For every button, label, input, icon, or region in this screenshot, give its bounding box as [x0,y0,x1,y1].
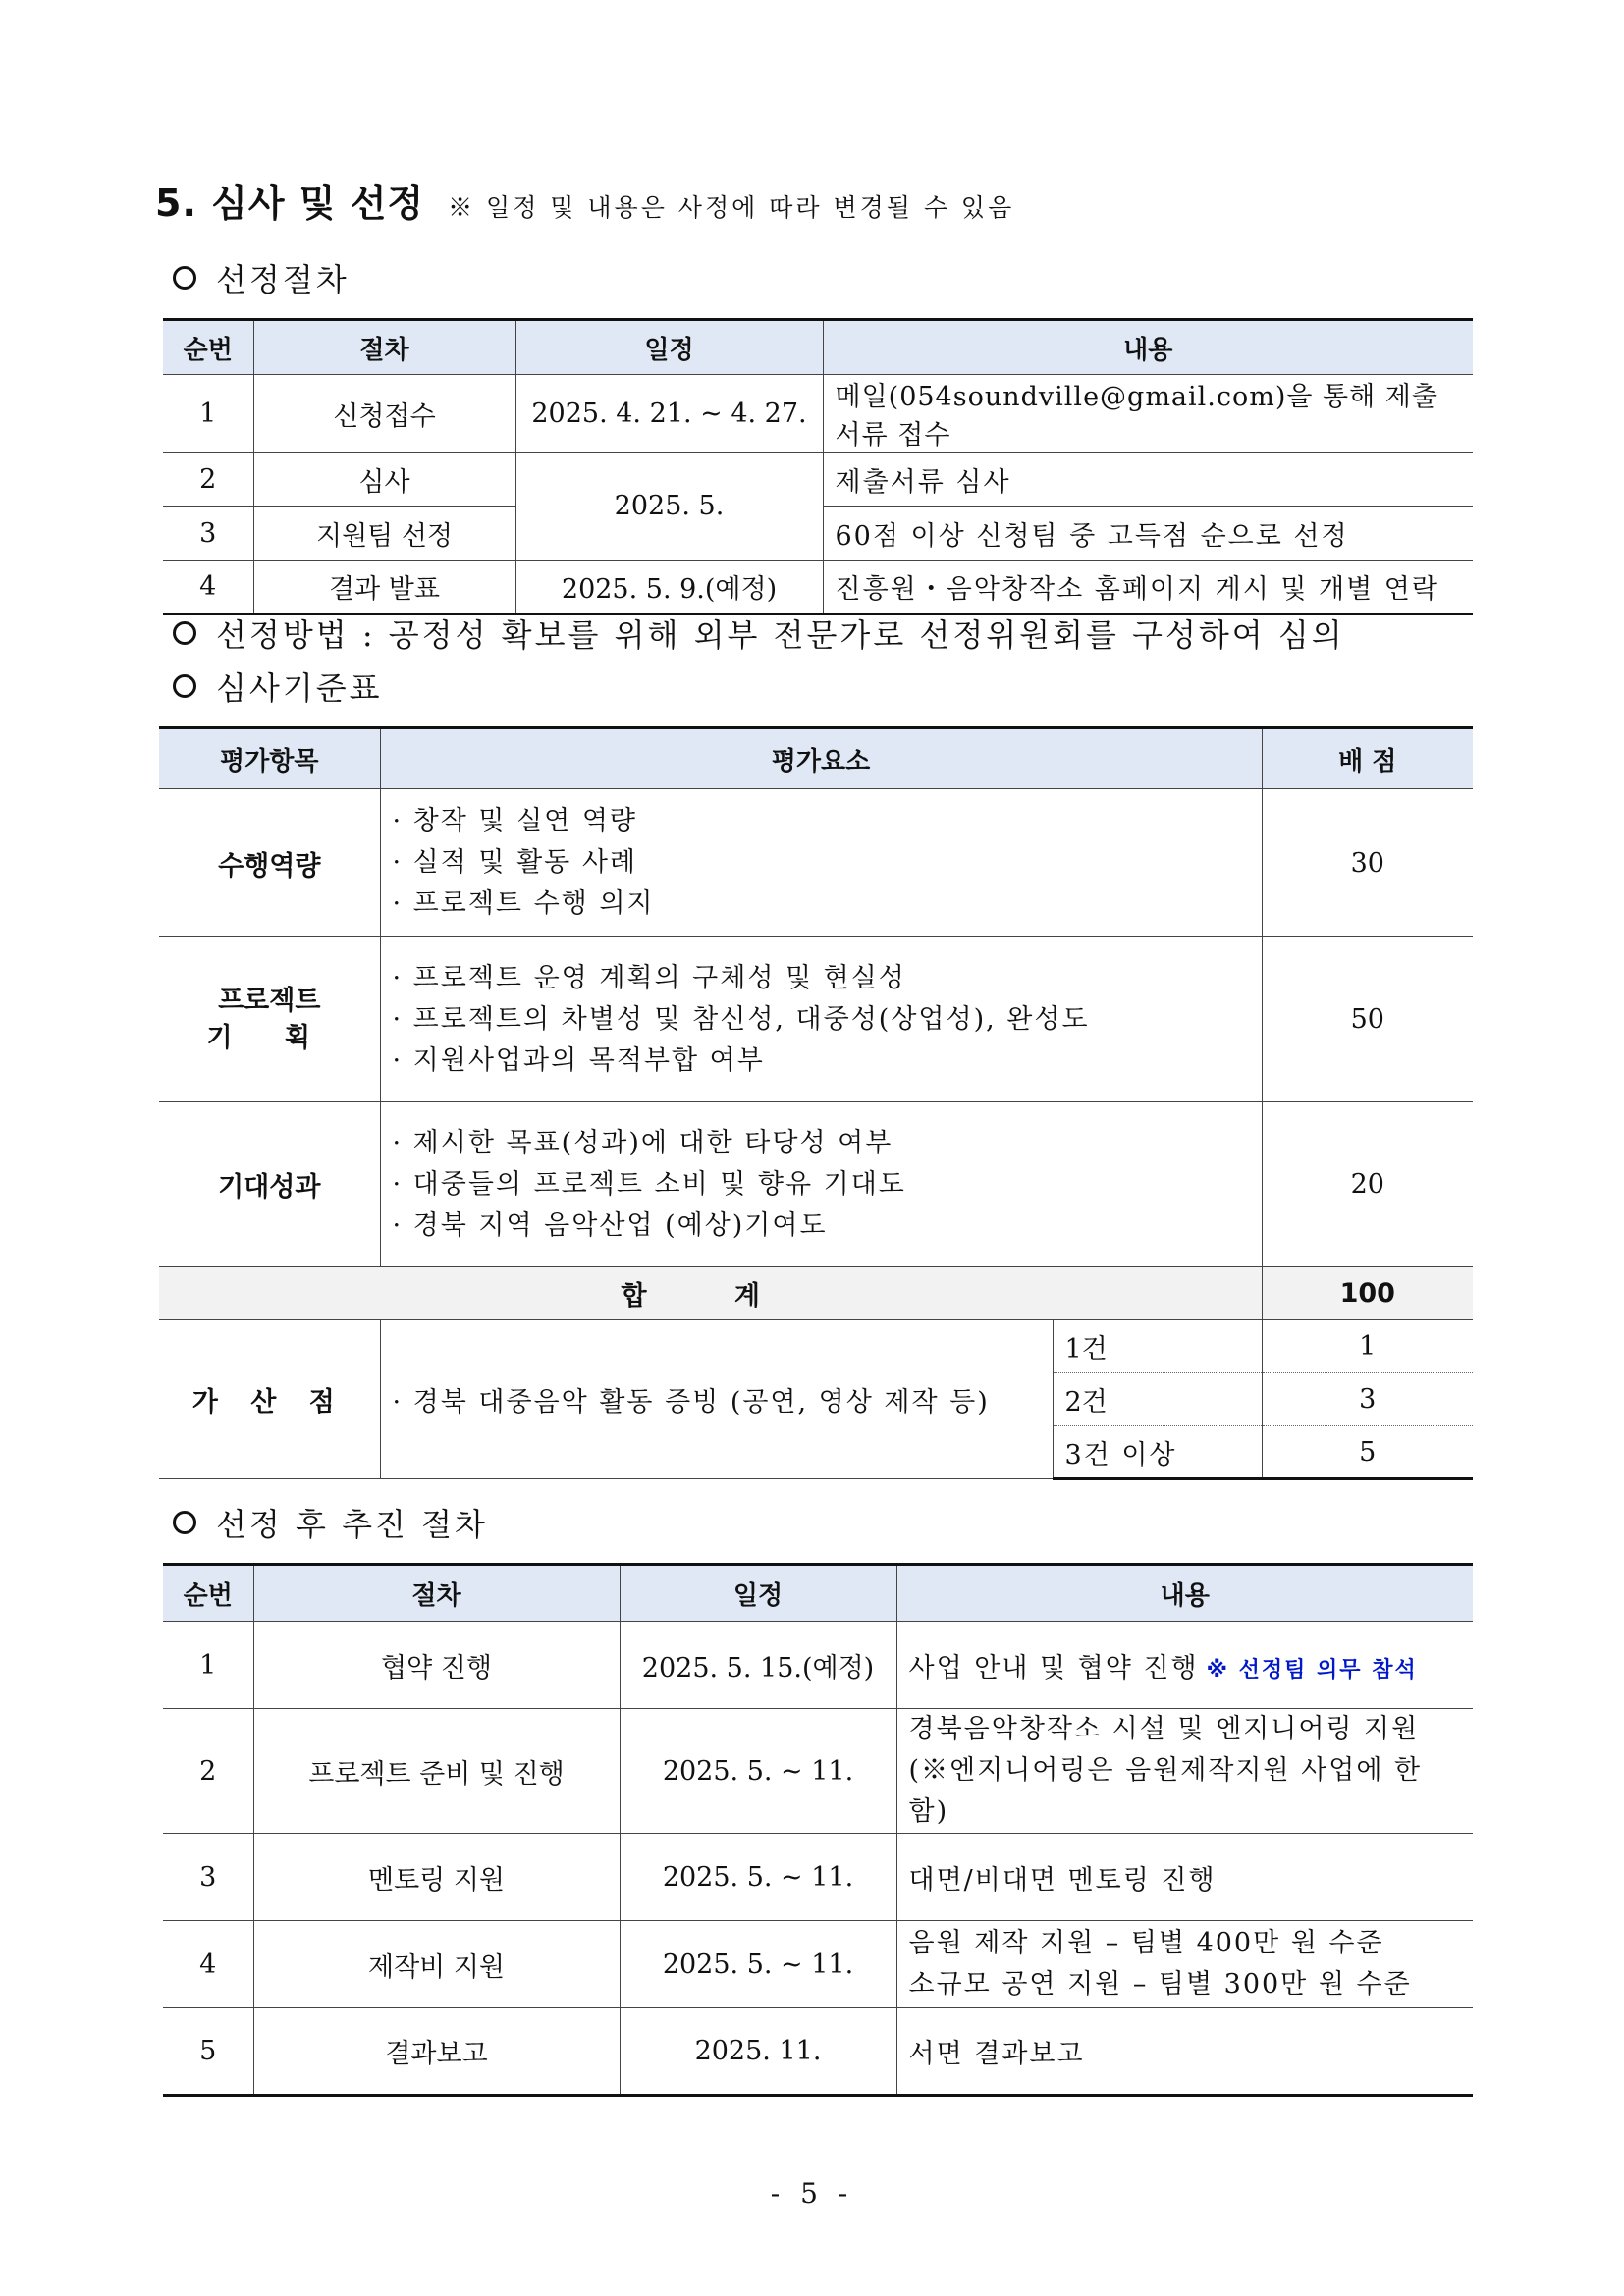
row-date: 2025. 5. ~ 11. [620,1709,896,1834]
bonus-tier-count: 3건 이상 [1053,1426,1262,1479]
row-step: 결과 발표 [253,561,515,614]
criteria-score: 30 [1262,789,1473,937]
row-no: 2 [163,453,253,507]
row-content-line: 사업 안내 및 협약 진행 [908,1652,1199,1683]
row-content: 메일(054soundville@gmail.com)을 통해 제출서류 접수 [823,375,1473,453]
row-step: 멘토링 지원 [253,1834,620,1921]
section-note: ※ 일정 및 내용은 사정에 따라 변경될 수 있음 [448,193,1015,222]
method-line [173,611,1345,656]
method-text: 선정방법 : 공정성 확보를 위해 외부 전문가로 선정위원회를 구성하여 심의 [216,616,1345,654]
criteria-heading [173,664,383,709]
circle-bullet-icon [173,266,196,290]
row-content-line: 음원 제작 지원 – 팀별 400만 원 수준 [908,1928,1384,1958]
row-step: 제작비 지원 [253,1921,620,2008]
procedure-header-step: 절차 [253,320,515,375]
procedure-header-date: 일정 [515,320,823,375]
row-content-line: 경북음악창작소 시설 및 엔지니어링 지원 [908,1714,1420,1744]
row-no: 4 [163,561,253,614]
criteria-element: · 경북 지역 음악산업 (예상)기여도 [392,1209,828,1241]
row-step: 심사 [253,453,515,507]
criteria-elements [380,1102,1262,1267]
row-step: 협약 진행 [253,1622,620,1709]
row-step: 지원팀 선정 [253,507,515,561]
bonus-row [159,1320,1473,1373]
row-content: 60점 이상 신청팀 중 고득점 순으로 선정 [823,507,1473,561]
procedure-header-no: 순번 [163,320,253,375]
circle-bullet-icon [173,1511,196,1534]
criteria-element: · 실적 및 활동 사례 [392,847,637,878]
procedure-table [163,318,1473,615]
criteria-header-score: 배 점 [1262,728,1473,789]
criteria-total-label: 합 계 [159,1267,1262,1320]
row-content-line: (※엔지니어링은 음원제작지원 사업에 한함) [908,1755,1423,1827]
table-row [159,1102,1473,1267]
criteria-elements [380,937,1262,1102]
bonus-tier-score: 1 [1262,1320,1473,1373]
row-content: 대면/비대면 멘토링 진행 [896,1834,1473,1921]
row-content: 서면 결과보고 [896,2008,1473,2096]
criteria-category-line1: 프로젝트 [218,985,321,1016]
row-step: 프로젝트 준비 및 진행 [253,1709,620,1834]
row-content-line: 소규모 공연 지원 – 팀별 300만 원 수준 [908,1969,1412,2000]
after-header-content: 내용 [896,1565,1473,1622]
table-row [159,789,1473,937]
row-no: 3 [163,1834,253,1921]
criteria-category: 기대성과 [159,1102,380,1267]
row-no: 4 [163,1921,253,2008]
row-content: 제출서류 심사 [823,453,1473,507]
row-no: 3 [163,507,253,561]
row-date: 2025. 5. [515,453,823,561]
row-date: 2025. 5. 15.(예정) [620,1622,896,1709]
row-step: 결과보고 [253,2008,620,2096]
after-heading [173,1500,488,1545]
row-date: 2025. 5. ~ 11. [620,1834,896,1921]
row-content [896,1921,1473,2008]
after-header-date: 일정 [620,1565,896,1622]
table-row [163,1921,1473,2008]
row-content [896,1622,1473,1709]
row-no: 1 [163,1622,253,1709]
table-row [163,561,1473,614]
procedure-header-row [163,320,1473,375]
criteria-category [159,937,380,1102]
bonus-tier-count: 1건 [1053,1320,1262,1373]
table-row [163,1834,1473,1921]
bonus-tier-count: 2건 [1053,1373,1262,1426]
circle-bullet-icon [173,621,196,645]
criteria-element: · 프로젝트 수행 의지 [392,888,655,919]
bonus-element: · 경북 대중음악 활동 증빙 (공연, 영상 제작 등) [380,1320,1053,1479]
criteria-score: 20 [1262,1102,1473,1267]
section-heading [155,173,1015,225]
procedure-heading-text: 선정절차 [216,261,350,298]
criteria-element: · 지원사업과의 목적부합 여부 [392,1044,765,1076]
row-step: 신청접수 [253,375,515,453]
criteria-element: · 프로젝트 운영 계획의 구체성 및 현실성 [392,962,906,993]
after-heading-text: 선정 후 추진 절차 [216,1506,488,1543]
after-header-row [163,1565,1473,1622]
page-number: - 5 - [770,2177,854,2210]
bonus-tier-score: 5 [1262,1426,1473,1479]
row-no: 5 [163,2008,253,2096]
table-row [163,1709,1473,1834]
table-row [159,937,1473,1102]
criteria-element: · 제시한 목표(성과)에 대한 타당성 여부 [392,1127,893,1158]
row-no: 2 [163,1709,253,1834]
row-date: 2025. 11. [620,2008,896,2096]
procedure-header-content: 내용 [823,320,1473,375]
criteria-header-elements: 평가요소 [380,728,1262,789]
criteria-category: 수행역량 [159,789,380,937]
table-row [163,1622,1473,1709]
criteria-category-line2: 기 획 [206,1022,333,1053]
criteria-score: 50 [1262,937,1473,1102]
criteria-elements [380,789,1262,937]
procedure-heading [173,255,350,300]
after-header-step: 절차 [253,1565,620,1622]
circle-bullet-icon [173,674,196,698]
bonus-tier-score: 3 [1262,1373,1473,1426]
after-table [163,1563,1473,2097]
criteria-element: · 프로젝트의 차별성 및 참신성, 대중성(상업성), 완성도 [392,1003,1090,1035]
section-title: 5. 심사 및 선정 [155,182,425,225]
bonus-category: 가 산 점 [159,1320,380,1479]
criteria-heading-text: 심사기준표 [216,669,383,707]
criteria-header-category: 평가항목 [159,728,380,789]
row-no: 1 [163,375,253,453]
row-date: 2025. 5. ~ 11. [620,1921,896,2008]
criteria-element: · 창작 및 실연 역량 [392,806,637,836]
row-content: 진흥원・음악창작소 홈페이지 게시 및 개별 연락 [823,561,1473,614]
table-row [163,375,1473,453]
table-row [163,453,1473,507]
criteria-total-score: 100 [1262,1267,1473,1320]
row-date: 2025. 4. 21. ~ 4. 27. [515,375,823,453]
after-header-no: 순번 [163,1565,253,1622]
table-row [163,2008,1473,2096]
mandatory-attendance-note: ※ 선정팀 의무 참석 [1206,1657,1418,1682]
criteria-header-row [159,728,1473,789]
row-content [896,1709,1473,1834]
criteria-element: · 대중들의 프로젝트 소비 및 향유 기대도 [392,1168,906,1200]
row-date: 2025. 5. 9.(예정) [515,561,823,614]
criteria-total-row [159,1267,1473,1320]
criteria-table [159,726,1473,1480]
